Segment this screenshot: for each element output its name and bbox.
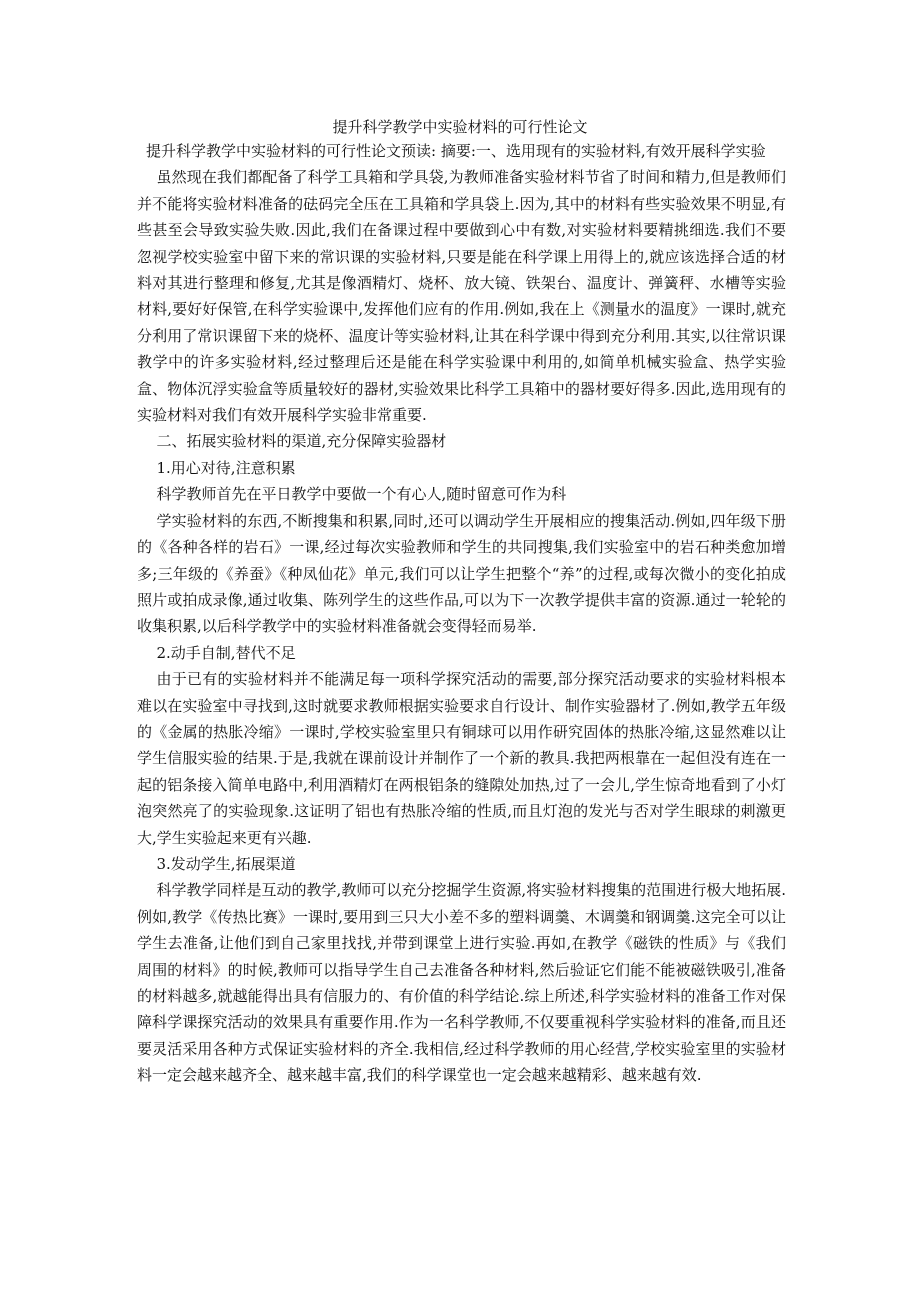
paragraph-section-1: 虽然现在我们都配备了科学工具箱和学具袋,为教师准备实验材料节省了时间和精力,但是教师们并不能将实验材料准备的砝码完全压在工具箱和学具袋上.因为,其中的材料有些实验效果不明显,有些甚至会导致实验失败.因此,我们在备课过程中要做到心中有数,对实验材料要精挑细选.我们不要忽视学校实验室中留下来的常识课的实验材料,只要是能在科学课上用得上的,就应该选择合适的材料对其进行整理和修复,尤其是像酒精灯、烧杯、放大镜、铁架台、温度计、弹簧秤、水槽等实验材料,要好好保管,在科学实验课中,发挥他们应有的作用.例如,我在上《测量水的温度》一课时,就充分利用了常识课留下来的烧杯、温度计等实验材料,让其在科学课中得到充分利用.其实,以往常识课教学中的许多实验材料,经过整理后还是能在科学实验课中利用的,如简单机械实验盒、热学实验盒、物体沉浮实验盒等质量较好的器材,实验效果比科学工具箱中的器材要好得多.因此,选用现有的实验材料对我们有效开展科学实验非常重要. <box>137 168 786 425</box>
lead-paragraph: 提升科学教学中实验材料的可行性论文预读: 摘要:一、选用现有的实验材料,有效开展科学实验 <box>146 142 766 160</box>
subheading-3: 3.发动学生,拓展渠道 <box>156 854 296 873</box>
paragraph-subsection-2: 由于已有的实验材料并不能满足每一项科学探究活动的需要,部分探究活动要求的实验材料根本难以在实验室中寻找到,这时就要求教师根据实验要求自行设计、制作实验器材了.例如,教学五年级的《金属的热胀冷缩》一课时,学校实验室里只有铜球可以用作研究固体的热胀冷缩,这显然难以让学生信服实验的结果.于是,我就在课前设计并制作了一个新的教具.我把两根靠在一起但没有连在一起的铝条接入简单电路中,利用酒精灯在两根铝条的缝隙处加热,过了一会儿,学生惊奇地看到了小灯泡突然亮了的实验现象.这证明了铝也有热胀冷缩的性质,而且灯泡的发光与否对学生眼球的刺激更大,学生实验起来更有兴趣. <box>137 670 786 847</box>
document-body <box>137 138 786 1089</box>
subheading-1: 1.用心对待,注意积累 <box>156 458 296 477</box>
document-title: 提升科学教学中实验材料的可行性论文 <box>332 118 588 136</box>
subheading-2: 2.动手自制,替代不足 <box>156 643 296 662</box>
paragraph-subsection-3: 科学教学同样是互动的教学,教师可以充分挖掘学生资源,将实验材料搜集的范围进行极大地拓展.例如,教学《传热比赛》一课时,要用到三只大小差不多的塑料调羹、木调羹和钢调羹.这完全可以让学生去准备,让他们到自己家里找找,并带到课堂上进行实验.再如,在教学《磁铁的性质》与《我们周围的材料》的时候,教师可以指导学生自己去准备各种材料,然后验证它们能不能被磁铁吸引,准备的材料越多,就越能得出具有信服力的、有价值的科学结论.综上所述,科学实验材料的准备工作对保障科学课探究活动的效果具有重要作用.作为一名科学教师,不仅要重视科学实验材料的准备,而且还要灵活采用各种方式保证实验材料的齐全.我相信,经过科学教师的用心经营,学校实验室里的实验材料一定会越来越齐全、越来越丰富,我们的科学课堂也一定会越来越精彩、越来越有效. <box>137 881 786 1085</box>
section-heading-2: 二、拓展实验材料的渠道,充分保障实验器材 <box>156 432 447 451</box>
paragraph-line: 科学教师首先在平日教学中要做一个有心人,随时留意可作为科 <box>156 485 567 504</box>
paragraph-subsection-1: 学实验材料的东西,不断搜集和积累,同时,还可以调动学生开展相应的搜集活动.例如,四年级下册的《各种各样的岩石》一课,经过每次实验教师和学生的共同搜集,我们实验室中的岩石种类愈加增多;三年级的《养蚕》《种凤仙花》单元,我们可以让学生把整个“养”的过程,或每次微小的变化拍成照片或拍成录像,通过收集、陈列学生的这些作品,可以为下一次教学提供丰富的资源.通过一轮轮的收集积累,以后科学教学中的实验材料准备就会变得轻而易举. <box>137 511 786 636</box>
